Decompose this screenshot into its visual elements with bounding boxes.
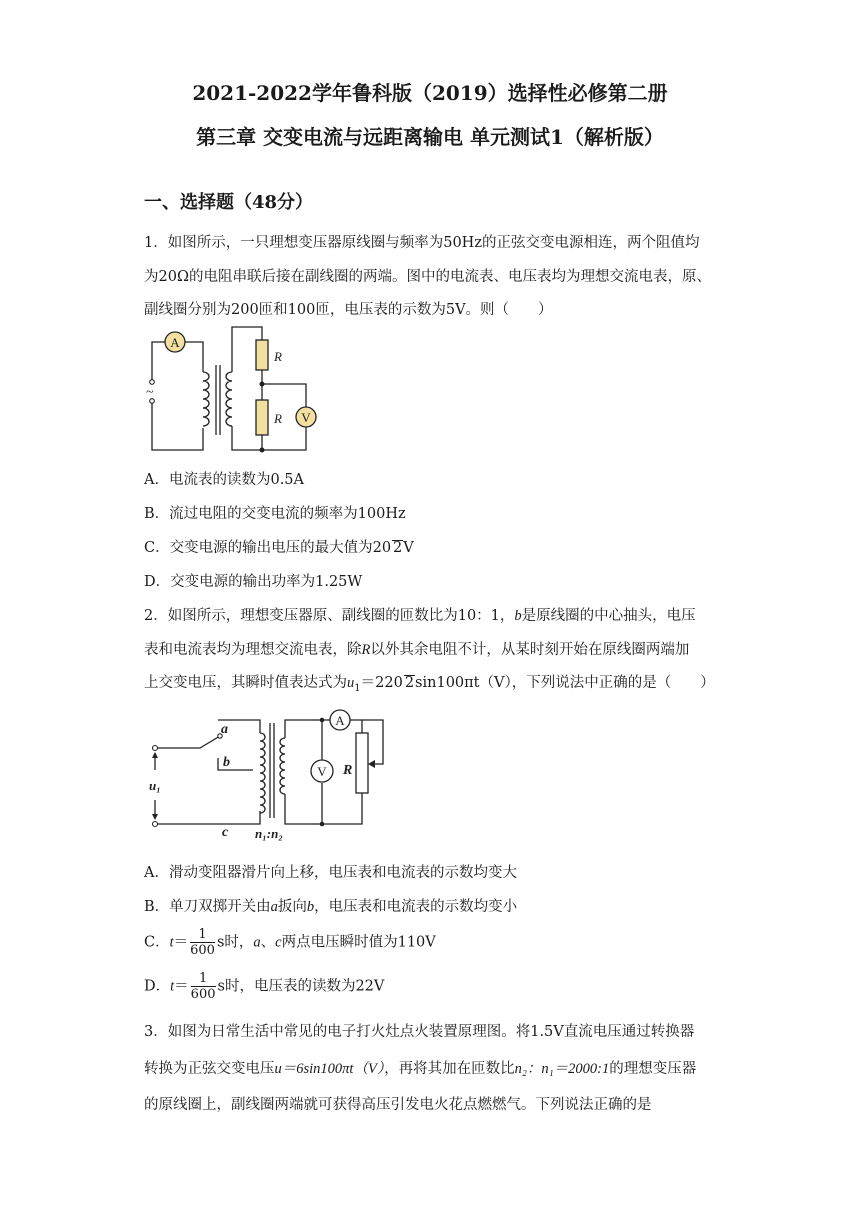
q2-label-c: c	[222, 825, 229, 840]
q2-line3-mid: ＝220	[360, 675, 403, 691]
q3-line2-ratio: n₂：n₁＝2000:1	[514, 1061, 610, 1077]
q1-option-c-text: C．交变电源的输出电压的最大值为20	[144, 540, 392, 556]
q1-resistor-bottom	[256, 400, 268, 435]
q2-option-d-num: 1	[191, 971, 216, 987]
q2-option-c-s: s时，	[216, 934, 254, 951]
q1-option-b: B．流过电阻的交变电流的频率为100Hz	[144, 506, 406, 522]
doc-title-line2: 第三章 交变电流与远距离输电 单元测试1（解析版）	[196, 125, 664, 149]
q2-line3-post: sin100πt（V），下列说法中正确的是（ ）	[415, 675, 715, 691]
q2-option-c-pre: C．	[144, 934, 170, 951]
q1-circuit-figure	[140, 325, 320, 455]
q2-option-b-a: a	[270, 899, 278, 915]
q1-line1: 1．如图所示，一只理想变压器原线圈与频率为50Hz的正弦交变电源相连，两个阻值均	[144, 235, 700, 251]
doc-title-line1: 2021-2022学年鲁科版（2019）选择性必修第二册	[192, 81, 668, 105]
q2-option-d-pre: D．	[144, 978, 171, 995]
q1-option-c-root: 2	[393, 540, 403, 556]
q2-line2-post: 以外其余电阻不计，从某时刻开始在原线圈两端加	[370, 642, 690, 658]
q2-label-b: b	[223, 755, 230, 770]
q3-line1: 3．如图为日常生活中常见的电子打火灶点火装置原理图。将1.5V直流电压通过转换器	[144, 1024, 695, 1040]
q2-circuit-figure	[145, 708, 395, 843]
q3-line2-formula: u＝6sin100πt（V）	[274, 1061, 385, 1077]
q2-option-c-post: 两点电压瞬时值为110V	[281, 934, 436, 951]
q2-line1-b: b	[514, 608, 522, 624]
q2-line1	[144, 604, 696, 625]
q1-r-bottom-label: R	[274, 411, 282, 426]
q2-line3-pre: 上交变电压，其瞬时值表达式为	[144, 675, 347, 691]
q2-option-c-eq: ＝	[173, 934, 189, 951]
q2-label-ratio: n₁:n₂	[255, 826, 283, 841]
q2-option-b-post: ，电压表和电流表的示数均变小	[314, 899, 518, 915]
q1-option-c	[144, 536, 414, 557]
q1-r-top-label: R	[274, 349, 282, 364]
q2-option-c-t: t	[169, 934, 174, 951]
q3-line3: 的原线圈上，副线圈两端就可获得高压引发电火花点燃燃气。下列说法正确的是	[144, 1097, 652, 1113]
q2-label-u1: u₁	[149, 778, 161, 793]
q2-option-c	[144, 927, 436, 958]
q2-label-a: a	[221, 722, 228, 737]
q3-line2-pre: 转换为正弦交变电压	[144, 1061, 275, 1077]
q1-option-d: D．交变电源的输出功率为1.25W	[144, 574, 363, 590]
q2-line3-u: u	[347, 675, 355, 691]
q2-line3-sub: 1	[354, 682, 361, 694]
q2-label-r: R	[343, 763, 353, 778]
q2-option-c-den: 600	[190, 943, 215, 958]
q3-line2-mid: ，再将其加在匝数比	[384, 1061, 515, 1077]
q2-option-d-post: s时，电压表的读数为22V	[217, 978, 385, 995]
q2-option-c-sep: 、	[260, 934, 276, 951]
q2-option-b-mid: 扳向	[277, 899, 307, 915]
q1-option-c-unit: V	[403, 540, 414, 556]
q2-line3	[144, 671, 715, 694]
q2-option-b	[144, 895, 517, 916]
q2-option-c-num: 1	[190, 927, 215, 943]
q2-option-c-fraction	[190, 927, 215, 958]
q2-line2-r: R	[361, 642, 371, 658]
q3-line2-post: 的理想变压器	[609, 1061, 697, 1077]
q1-resistor-top	[256, 340, 268, 370]
q2-line2	[144, 638, 689, 659]
q2-option-a: A．滑动变阻器滑片向上移，电压表和电流表的示数均变大	[144, 865, 517, 881]
q2-option-d-fraction	[191, 971, 216, 1002]
q2-ammeter-label: A	[335, 713, 345, 728]
q1-line2: 为20Ω的电阻串联后接在副线圈的两端。图中的电流表、电压表均为理想交流电表，原、	[144, 269, 711, 285]
q2-line1-pre: 2．如图所示，理想变压器原、副线圈的匝数比为10：1，	[144, 608, 515, 624]
q2-rheostat	[356, 733, 368, 793]
q2-option-d-eq: ＝	[174, 978, 189, 995]
q2-option-c-c: c	[275, 934, 282, 951]
section-heading: 一、选择题（48分）	[144, 192, 314, 213]
q2-option-c-a: a	[253, 934, 261, 951]
q1-option-a: A．电流表的读数为0.5A	[144, 472, 305, 488]
q1-line3: 副线圈分别为200匝和100匝，电压表的示数为5V。则（ ）	[144, 302, 553, 318]
q2-voltmeter-label: V	[317, 764, 327, 779]
q2-line1-post: 是原线圈的中心抽头，电压	[521, 608, 696, 624]
q1-source-symbol: ~	[146, 385, 154, 400]
q2-option-b-pre: B．单刀双掷开关由	[144, 899, 271, 915]
q2-line3-root: 2	[404, 675, 415, 691]
q2-line2-pre: 表和电流表均为理想交流电表，除	[144, 642, 362, 658]
q2-option-d-den: 600	[190, 987, 216, 1002]
q1-ammeter-label: A	[170, 335, 180, 350]
q1-voltmeter-label: V	[301, 410, 311, 425]
q3-line2	[144, 1057, 696, 1078]
q2-option-d-t: t	[170, 978, 175, 995]
q2-option-b-b: b	[306, 899, 315, 915]
q2-option-d	[144, 971, 384, 1002]
